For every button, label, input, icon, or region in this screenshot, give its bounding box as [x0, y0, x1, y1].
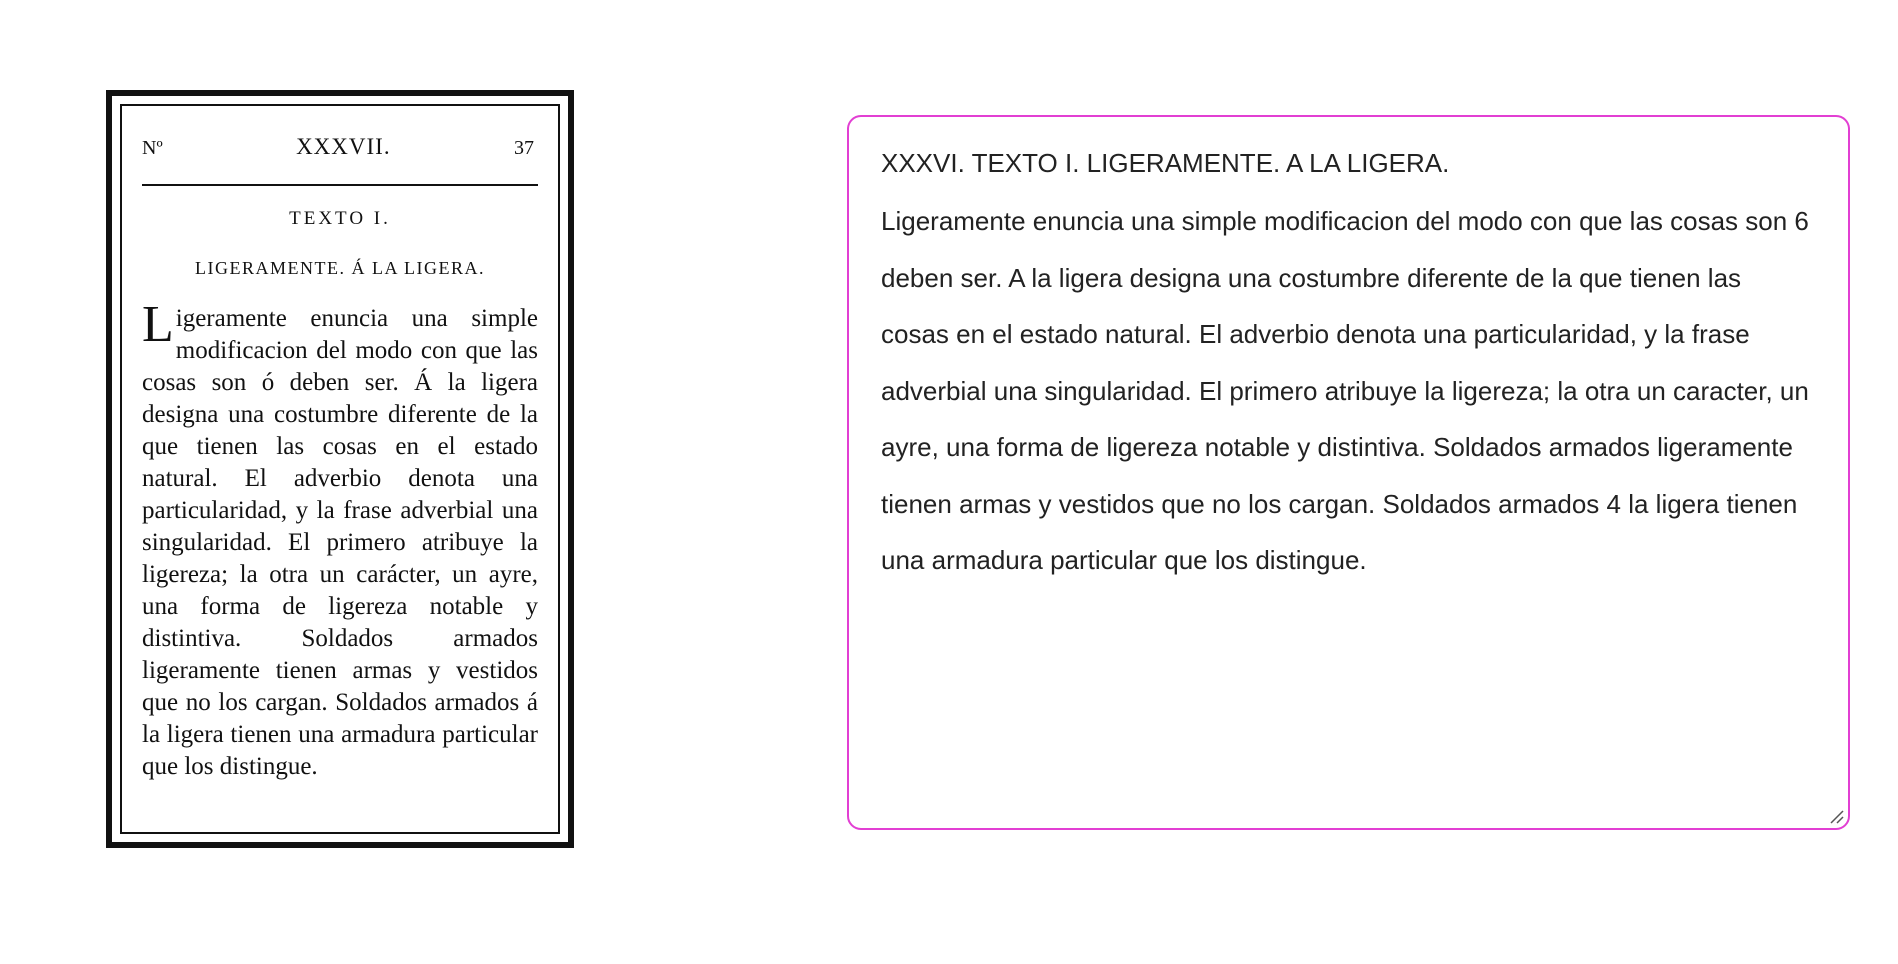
roman-numeral: XXXVII.	[296, 134, 391, 159]
scanned-body-text	[142, 296, 538, 783]
transcription-textarea[interactable]	[847, 115, 1850, 830]
transcription-heading: XXXVI. TEXTO I. LIGERAMENTE. A LA LIGERA.	[881, 148, 1450, 178]
page-number: 37	[513, 137, 534, 159]
transcription-body: Ligeramente enuncia una simple modificacion del modo con que las cosas son 6 deben ser. A la ligera designa una costumbre diferente de la que tienen las cosas en el estado natural. El adverbio denota una particularidad, y la frase adverbial una singularidad. El primero atribuye la ligereza; la otra un caracter, un ayre, una forma de ligereza notable y distintiva. Soldados armados ligeramente tienen armas y vestidos que no los cargan. Soldados armados 4 la ligera tienen una armadura particular que los distingue.	[881, 206, 1809, 575]
scanned-entry-title: LIGERAMENTE. Á LA LIGERA.	[195, 258, 485, 278]
scanned-texto-label: TEXTO I.	[289, 208, 391, 229]
resize-grip-icon[interactable]	[1828, 808, 1844, 824]
number-label: Nº	[142, 137, 163, 159]
scanned-page-image	[106, 90, 574, 848]
drop-cap-initial: L	[142, 296, 174, 353]
scanned-page-frame	[120, 104, 560, 834]
scanned-body-content: igeramente enuncia una simple modificacion del modo con que las cosas son ó deben ser. Á la ligera designa una costumbre diferente de la que tienen las cosas en el estado natural. El adverbio denota una particularidad, y la frase adverbial una singularidad. El primero atribuye la ligereza; la otra un carácter, un ayre, una forma de ligereza notable y distintiva. Soldados armados ligeramente tienen armas y vestidos que no los cargan. Soldados armados á la ligera tienen una armadura particular que los distingue.	[142, 305, 538, 780]
scanned-page-header	[142, 134, 538, 186]
